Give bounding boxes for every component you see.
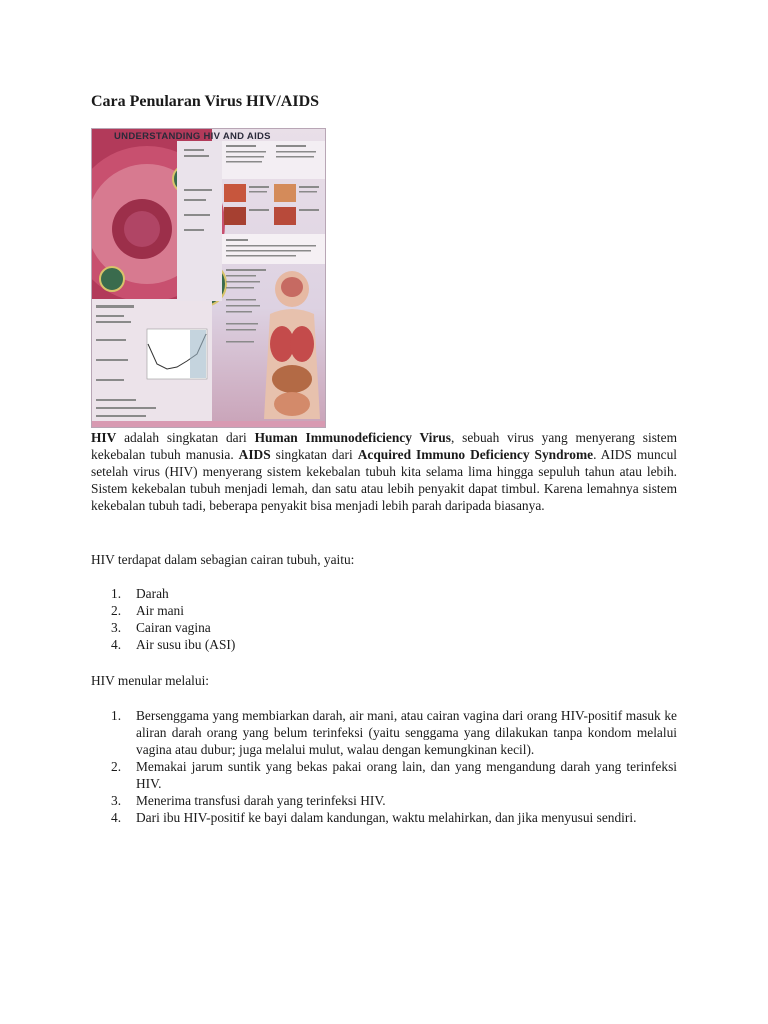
term-aids: AIDS [238, 447, 271, 462]
intro-text-1: adalah singkatan dari [116, 430, 255, 445]
hiv-aids-poster-image [91, 128, 326, 428]
intro-paragraph [91, 429, 677, 514]
term-hiv-full: Human Immunodeficiency Virus [254, 430, 451, 445]
list-item: 1. Bersenggama yang membiarkan darah, air mani, atau cairan vagina dari orang HIV-positif masuk ke aliran darah orang yang belum terinfeksi (yaitu senggama yang dilakukan tanpa kondom melalui vagina atau dubur; juga melalui mulut, walau dengan kemungkinan kecil). [111, 708, 677, 757]
fluids-heading: HIV terdapat dalam sebagian cairan tubuh, yaitu: [91, 552, 355, 567]
transmission-heading: HIV menular melalui: [91, 673, 210, 688]
document-page [91, 92, 678, 825]
poster-title: UNDERSTANDING HIV AND AIDS [114, 131, 271, 142]
list-item: 2. Air mani [111, 603, 184, 618]
page-title: Cara Penularan Virus HIV/AIDS [91, 93, 320, 110]
list-item: 4. Dari ibu HIV-positif ke bayi dalam kandungan, waktu melahirkan, dan jika menyusui sendiri. [111, 810, 637, 825]
list-item: 4. Air susu ibu (ASI) [111, 637, 236, 652]
term-aids-full: Acquired Immuno Deficiency Syndrome [357, 447, 594, 462]
list-item: 2. Memakai jarum suntik yang bekas pakai orang lain, dan yang mengandung darah yang terinfeksi HIV. [111, 759, 677, 791]
fluids-list [91, 585, 677, 653]
list-item: 3. Menerima transfusi darah yang terinfeksi HIV. [111, 793, 386, 808]
intro-text-3: singkatan dari [270, 447, 358, 462]
intro-text-2: , sebuah virus yang menyerang sistem kekebalan tubuh manusia. [91, 430, 677, 462]
term-hiv: HIV [91, 430, 117, 445]
intro-text-4: . AIDS muncul setelah virus (HIV) menyerang sistem kekebalan tubuh kita selama lima hingga sepuluh tahun atau lebih. Sistem kekebalan tubuh menjadi lemah, dan satu atau lebih penyakit dapat timbul. Karena lemahnya sistem kekebalan tubuh tadi, beberapa penyakit bisa menjadi lebih parah daripada biasanya. [91, 447, 678, 513]
transmission-list [91, 707, 677, 826]
poster-illustration-icon [92, 129, 326, 428]
list-item: 1. Darah [111, 586, 169, 601]
list-item: 3. Cairan vagina [111, 620, 211, 635]
